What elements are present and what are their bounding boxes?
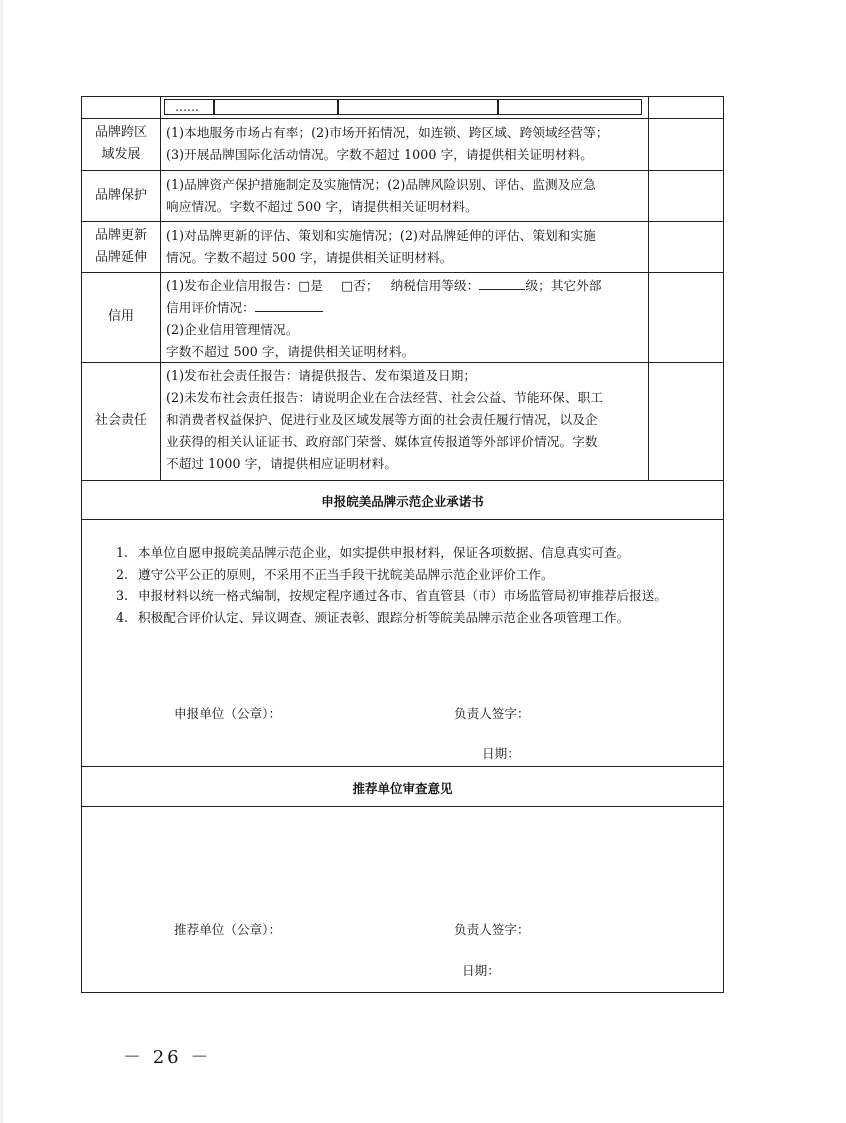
content-line: 响应情况。字数不超过 500 字，请提供相关证明材料。 [166, 199, 478, 214]
item-text: 申报材料以统一格式编制，按规定程序通过各市、省直管县（市）市场监管局初审推荐后报送。 [138, 588, 667, 603]
row-content-brand-renewal [166, 225, 644, 269]
column-divider [160, 97, 161, 480]
row-divider [82, 519, 723, 520]
item-number: 3. [116, 588, 129, 603]
commitment-item [116, 542, 716, 564]
content-line: (1)本地服务市场占有率；(2)市场开拓情况，如连锁、跨区域、跨领域经营等； [166, 125, 609, 140]
document-page [3, 0, 846, 1123]
row-label-brand-protection [82, 170, 160, 221]
commitment-title: 申报皖美品牌示范企业承诺书 [321, 494, 484, 509]
row-content-cross-region [166, 122, 644, 166]
page-number: － 26 － [123, 1047, 212, 1068]
inner-cell [498, 99, 642, 115]
content-line: (3)开展品牌国际化活动情况。字数不超过 1000 字，请提供相关证明材料。 [166, 147, 593, 162]
content-line: (1)品牌资产保护措施制定及实施情况；(2)品牌风险识别、评估、监测及应急 [166, 177, 596, 192]
content-line: (2)企业信用管理情况。 [166, 322, 299, 337]
label-line: 品牌延伸 [94, 249, 147, 265]
row-divider [82, 118, 723, 119]
label-line: 品牌跨区 [94, 125, 147, 140]
credit-report-label: (1)发布企业信用报告： [166, 278, 299, 293]
checkbox-no[interactable]: □否； [341, 278, 379, 293]
inner-cell [214, 99, 338, 115]
content-line: 业获得的相关认证证书、政府部门荣誉、媒体宣传报道等外部评价情况。字数 [166, 434, 598, 449]
recommender-date-label: 日期： [462, 963, 500, 978]
external-credit-label: 信用评价情况： [166, 300, 255, 315]
label-line: 社会责任 [94, 413, 147, 428]
content-line: (2)未发布社会责任报告：请说明企业在合法经营、社会公益、节能环保、职工 [166, 390, 604, 405]
review-title: 推荐单位审查意见 [352, 781, 453, 796]
row-label-cross-region [82, 118, 160, 170]
inner-cell [338, 99, 498, 115]
label-line: 品牌更新 [94, 227, 147, 243]
row-content-credit [166, 275, 644, 363]
commitment-item [116, 607, 716, 629]
row-label-brand-renewal [82, 221, 160, 272]
applicant-signer-label: 负责人签字： [454, 706, 530, 721]
content-line: 字数不超过 500 字，请提供相关证明材料。 [166, 344, 415, 359]
row-divider [82, 480, 723, 481]
content-line: (1)发布社会责任报告：请提供报告、发布渠道及日期； [166, 368, 477, 383]
ellipsis-text: …… [175, 100, 199, 114]
commitment-list [116, 542, 716, 628]
content-line: 和消费者权益保护、促进行业及区域发展等方面的社会责任履行情况，以及企 [166, 412, 598, 427]
label-line: 品牌保护 [94, 187, 147, 203]
recommender-signer-label: 负责人签字： [454, 922, 530, 937]
applicant-date-label: 日期： [482, 746, 520, 761]
item-number: 4. [116, 609, 129, 625]
content-line: 不超过 1000 字，请提供相应证明材料。 [166, 456, 398, 471]
content-line: (1)对品牌更新的评估、策划和实施情况；(2)对品牌延伸的评估、策划和实施 [166, 228, 596, 243]
tax-credit-level-blank[interactable] [479, 277, 525, 290]
content-line: 情况。字数不超过 500 字，请提供相关证明材料。 [166, 250, 453, 265]
label-line: 信用 [107, 309, 134, 324]
row-label-social-responsibility [82, 362, 160, 480]
application-form-table [81, 96, 724, 993]
row-content-social-responsibility [166, 365, 644, 475]
item-number: 1. [116, 545, 129, 560]
column-divider [648, 97, 649, 480]
row-content-brand-protection [166, 174, 644, 218]
applicant-unit-label: 申报单位（公章）： [174, 706, 282, 721]
item-text: 本单位自愿申报皖美品牌示范企业，如实提供申报材料，保证各项数据、信息真实可查。 [138, 545, 630, 560]
row-label-credit [82, 272, 160, 362]
row-divider [82, 766, 723, 767]
label-line: 域发展 [101, 147, 141, 162]
tax-credit-label: 纳税信用等级： [390, 278, 480, 293]
row-divider [82, 806, 723, 807]
checkbox-yes[interactable]: □是 [298, 278, 324, 293]
inner-cell-ellipsis [164, 99, 214, 115]
tax-credit-suffix: 级；其它外部 [525, 278, 602, 293]
row-divider [82, 221, 723, 222]
recommender-unit-label: 推荐单位（公章）： [174, 922, 282, 937]
row-divider [82, 170, 723, 171]
external-credit-blank[interactable] [255, 299, 323, 312]
item-text: 积极配合评价认定、异议调查、颁证表彰、跟踪分析等皖美品牌示范企业各项管理工作。 [138, 609, 630, 625]
item-text: 遵守公平公正的原则，不采用不正当手段干扰皖美品牌示范企业评价工作。 [138, 566, 554, 582]
item-number: 2. [116, 566, 129, 582]
row-divider [82, 272, 723, 273]
commitment-item [116, 585, 716, 607]
commitment-item [116, 564, 716, 586]
